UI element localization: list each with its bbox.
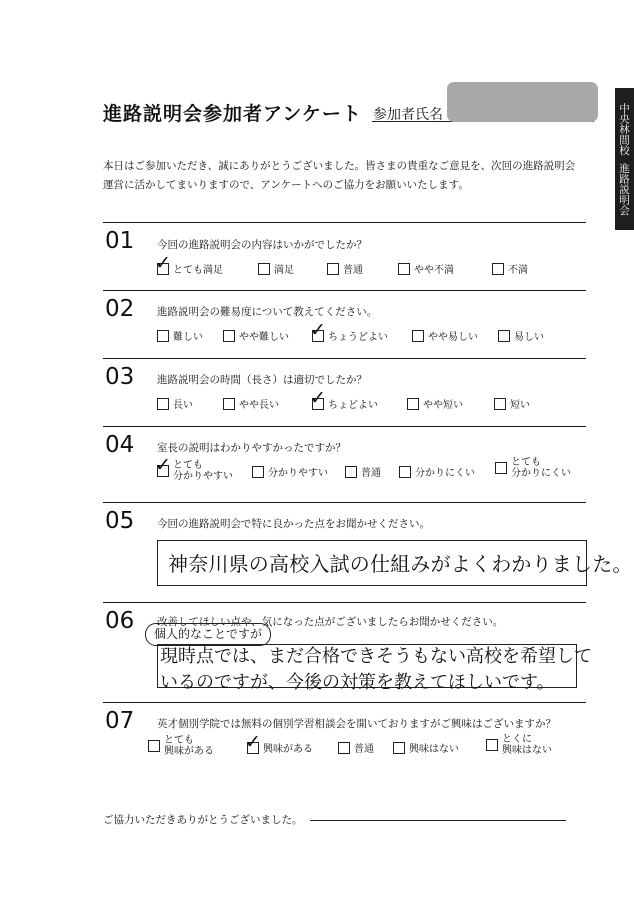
option-label: 難しい [173,332,203,343]
handwritten-answer-line2: いるのですが、今後の対策を教えてほしいです。 [160,672,555,693]
question-text: 進路説明会の時間（長さ）は適切でしたか？ [157,374,367,386]
participant-name-label: 参加者氏名 [373,107,443,123]
question-text: 英才個別学院では無料の個別学習相談会を開いておりますがご興味はございますか？ [157,718,556,730]
intro-text: 本日はご参加いただき、誠にありがとうございました。皆さまの貴重なご意見を、次回の進路説明会運営に活かしてまいりますので、アンケートへのご協力をお願いいたします。 [103,160,576,191]
option-item[interactable] [398,261,454,276]
option-item[interactable] [495,457,571,479]
checkbox[interactable] [399,466,411,478]
check-mark-icon: ✓ [310,386,326,409]
option-item[interactable] [327,261,363,276]
question-number: 01 [105,228,135,254]
handwritten-note: 個人的なことですが [145,623,271,646]
option-label: 分かりにくい [415,468,475,479]
option-item[interactable] [252,464,328,479]
option-item[interactable] [310,318,388,343]
section-divider [103,426,586,427]
section-divider [103,358,586,359]
option-item[interactable] [155,454,233,482]
question-text: 今回の進路説明会の内容はいかがでしたか？ [157,239,367,251]
check-mark-icon: ✓ [155,454,171,476]
section-divider [103,222,586,223]
checkbox[interactable] [338,742,350,754]
checkbox[interactable] [495,462,507,474]
option-label: やや短い [423,400,463,411]
checkbox[interactable] [157,330,169,342]
checkbox[interactable] [486,739,498,751]
option-item[interactable] [148,735,214,757]
question-number: 06 [105,608,135,634]
option-label: 短い [510,400,530,411]
checkbox[interactable] [345,466,357,478]
option-item[interactable] [345,464,381,479]
option-label-line1: とても [511,457,541,468]
checkbox[interactable] [155,454,171,477]
option-label-line2: 分かりやすい [173,471,233,482]
checkbox[interactable] [407,398,419,410]
section-divider [103,290,586,291]
check-mark-icon: ✓ [155,251,171,274]
option-label: 長い [173,400,193,411]
option-item[interactable] [223,328,289,343]
question-text: 進路説明会の難易度について教えてください。 [157,306,378,318]
option-label: 興味はない [409,744,459,755]
closing-message: ご協力いただきありがとうございました。 [103,814,303,826]
question-text: 今回の進路説明会で特に良かった点をお聞かせください。 [157,518,430,530]
side-tab-school: 中央林間校 [618,102,630,155]
option-item[interactable] [310,386,378,411]
option-label: 普通 [354,744,374,755]
option-label-line2: 分かりにくい [511,468,571,479]
checkbox[interactable] [327,263,339,275]
option-label: 易しい [514,332,544,343]
section-divider [103,702,586,703]
option-label: とても満足 [173,265,223,276]
option-item[interactable] [258,261,294,276]
option-item[interactable] [338,740,374,755]
check-mark-icon: ✓ [245,730,261,753]
handwritten-answer: 神奈川県の高校入試の仕組みがよくわかりました。 [168,552,633,576]
section-divider [103,502,586,503]
option-label-line1: とても [173,460,203,471]
option-label: 興味がある [263,744,313,755]
option-label-line1: とくに [502,734,532,745]
checkbox[interactable] [223,398,235,410]
checkbox[interactable] [252,466,264,478]
option-item[interactable] [245,730,313,755]
option-label: ちょどよい [328,400,378,411]
checkbox[interactable] [245,730,261,754]
option-label-line2: 興味がある [164,746,214,757]
option-item[interactable] [498,328,544,343]
option-label: ちょうどよい [328,332,388,343]
question-number: 02 [105,296,135,322]
checkbox[interactable] [412,330,424,342]
check-mark-icon: ✓ [310,318,326,341]
option-label: やや易しい [428,332,478,343]
option-item[interactable] [157,328,203,343]
footer-rule [310,820,566,821]
checkbox[interactable] [310,386,326,410]
redacted-name [447,82,598,122]
question-number: 03 [105,364,135,390]
checkbox[interactable] [155,251,171,275]
handwritten-answer-line1: 現時点では、まだ合格できそうもない高校を希望して [160,646,592,667]
checkbox[interactable] [148,740,160,752]
option-item[interactable] [412,328,478,343]
option-item[interactable] [399,464,475,479]
option-label: 不満 [508,265,528,276]
question-number: 07 [105,708,135,734]
option-label-line1: とても [164,735,194,746]
option-item[interactable] [407,396,463,411]
option-item[interactable] [157,396,193,411]
checkbox[interactable] [498,330,510,342]
checkbox[interactable] [223,330,235,342]
option-label: 分かりやすい [268,468,328,479]
question-text: 室長の説明はわかりやすかったですか？ [157,442,346,454]
checkbox[interactable] [258,263,270,275]
option-label: 満足 [274,265,294,276]
option-label: 普通 [343,265,363,276]
question-number: 04 [105,432,135,458]
side-tab-event: 進路説明会 [618,163,630,216]
checkbox[interactable] [157,398,169,410]
checkbox[interactable] [310,318,326,342]
option-item[interactable] [494,396,530,411]
checkbox[interactable] [393,742,405,754]
option-item[interactable] [486,734,552,756]
option-item[interactable] [223,396,279,411]
option-item[interactable] [393,740,459,755]
checkbox[interactable] [492,263,504,275]
checkbox[interactable] [494,398,506,410]
option-label-line2: 興味はない [502,745,552,756]
checkbox[interactable] [398,263,410,275]
option-label: やや不満 [414,265,454,276]
option-label: やや難しい [239,332,289,343]
section-divider [103,602,586,603]
survey-title: 進路説明会参加者アンケート [103,103,362,125]
question-text: 改善してほしい点や、気になった点がございましたらお聞かせください。 [157,616,504,628]
side-tab [615,88,634,230]
option-item[interactable] [155,251,223,276]
question-number: 05 [105,508,135,534]
option-label: やや長い [239,400,279,411]
option-label: 普通 [361,468,381,479]
option-item[interactable] [492,261,528,276]
